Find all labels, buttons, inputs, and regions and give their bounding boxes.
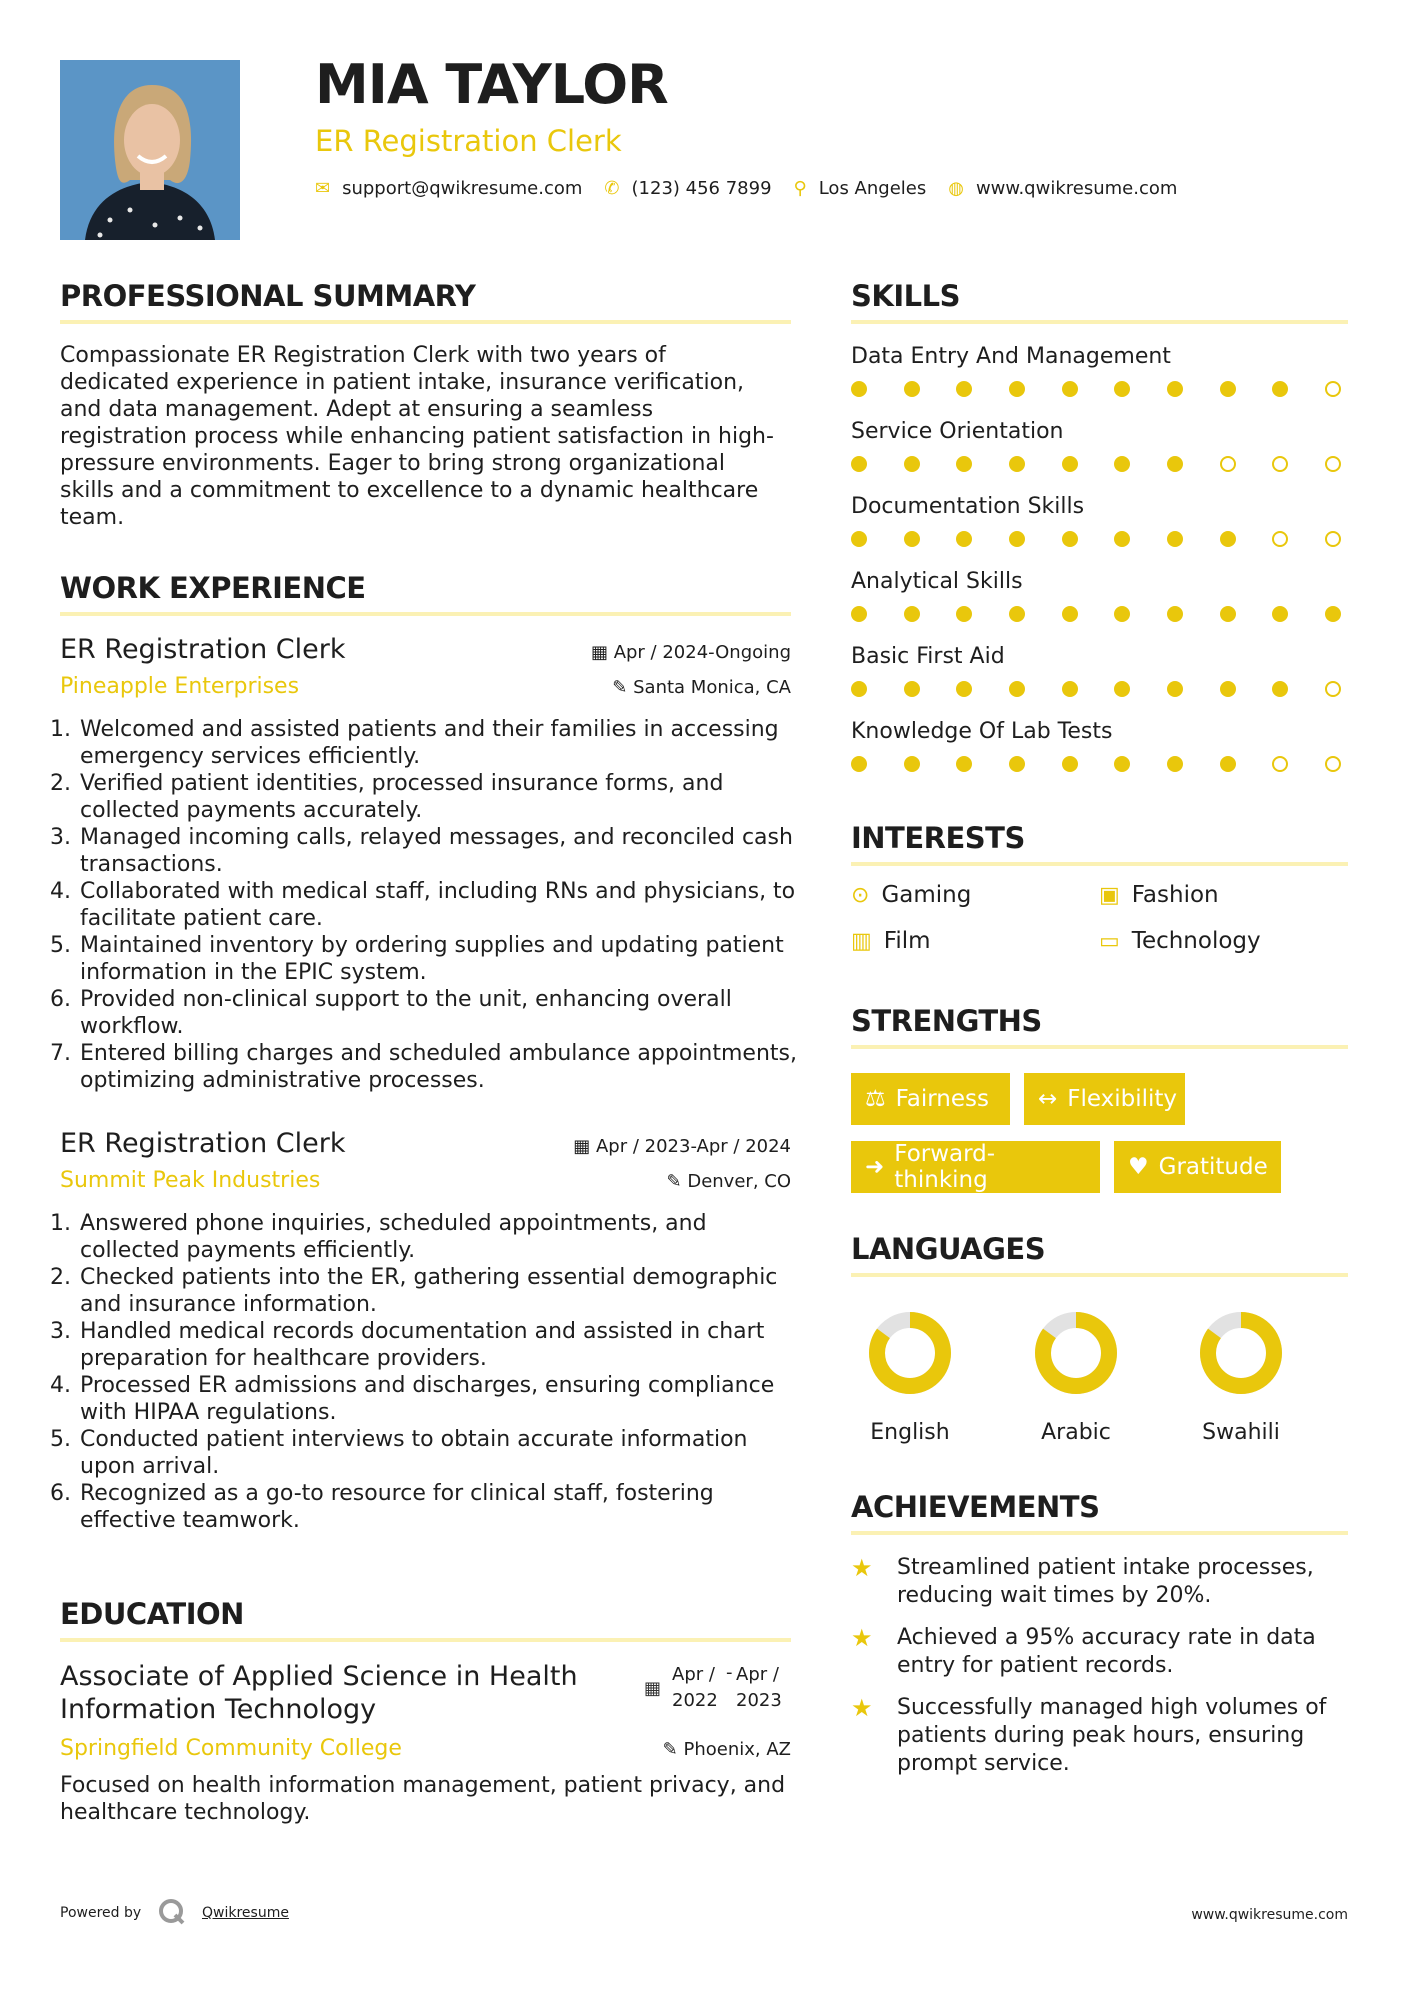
interest-item-fashion: ▣ Fashion	[1099, 882, 1219, 908]
rating-dot-filled	[1114, 531, 1130, 547]
profile-photo	[60, 60, 240, 240]
rating-dot-filled	[956, 531, 972, 547]
job-location: ✎ Santa Monica, CA	[612, 677, 791, 698]
envelope-icon: ✉	[315, 178, 331, 199]
laptop-icon: ▭	[1099, 928, 1120, 954]
calendar-icon: ▦	[644, 1678, 662, 1699]
list-item: 1. Answered phone inquiries, scheduled appointments, and collected payments efficiently.	[78, 1210, 809, 1264]
job-responsibilities	[60, 716, 809, 1094]
powered-by-label: Powered by	[60, 1905, 142, 1921]
balance-scale-icon: ⚖	[865, 1086, 886, 1112]
rating-dot-filled	[904, 681, 920, 697]
experience-heading: WORK EXPERIENCE	[60, 571, 366, 605]
rating-dot-empty	[1325, 381, 1341, 397]
rating-dot-filled	[1009, 381, 1025, 397]
job-date: ▦ Apr / 2023-Apr / 2024	[573, 1136, 791, 1157]
rating-dot-empty	[1325, 756, 1341, 772]
list-item: 4. Processed ER admissions and discharges, ensuring compliance with HIPAA regulations.	[78, 1372, 809, 1426]
interest-item-film: ▥ Film	[851, 928, 931, 954]
rating-dot-filled	[956, 381, 972, 397]
heart-icon: ♥	[1128, 1154, 1149, 1180]
gamepad-icon: ⊙	[851, 882, 870, 908]
skill-item	[851, 344, 1348, 419]
language-label: Swahili	[1202, 1420, 1280, 1445]
globe-icon: ◍	[948, 178, 964, 199]
skill-rating	[851, 456, 1341, 472]
contact-website[interactable]: www.qwikresume.com	[975, 178, 1178, 199]
school-name: Springfield Community College	[60, 1736, 402, 1761]
rating-dot-filled	[1272, 381, 1288, 397]
rating-dot-filled	[904, 756, 920, 772]
contact-phone[interactable]: (123) 456 7899	[631, 178, 772, 199]
date-separator: -	[726, 1662, 733, 1683]
rating-dot-filled	[1114, 756, 1130, 772]
rating-dot-empty	[1325, 456, 1341, 472]
language-item	[1006, 1308, 1146, 1445]
rating-dot-filled	[1009, 756, 1025, 772]
list-item: 5. Conducted patient interviews to obtain accurate information upon arrival.	[78, 1426, 809, 1480]
rating-dot-filled	[1114, 381, 1130, 397]
skills-list	[851, 344, 1348, 794]
skill-rating	[851, 756, 1341, 772]
list-item: 5. Maintained inventory by ordering supplies and updating patient information in the EPIC system.	[78, 932, 809, 986]
skill-label: Data Entry And Management	[851, 344, 1171, 369]
qwikresume-logo-icon	[158, 1898, 186, 1926]
degree-end-date: Apr / 2023	[736, 1664, 782, 1711]
rating-dot-filled	[1220, 606, 1236, 622]
rating-dot-empty	[1325, 531, 1341, 547]
rating-dot-filled	[956, 756, 972, 772]
calendar-icon: ▦	[590, 642, 608, 663]
rating-dot-filled	[904, 606, 920, 622]
language-item	[1171, 1308, 1311, 1445]
list-item: 1. Welcomed and assisted patients and their families in accessing emergency services efficiently.	[78, 716, 809, 770]
degree-start-date: Apr / 2022	[672, 1664, 718, 1711]
rating-dot-filled	[904, 456, 920, 472]
contact-bar	[315, 178, 1199, 199]
interest-item-technology: ▭ Technology	[1099, 928, 1261, 954]
language-donut	[840, 1308, 980, 1398]
rating-dot-filled	[1009, 681, 1025, 697]
language-label: Arabic	[1041, 1420, 1111, 1445]
phone-icon: ✆	[604, 178, 620, 199]
arrow-right-icon: ➜	[865, 1154, 885, 1180]
job-responsibilities	[60, 1210, 809, 1534]
list-item: 2. Verified patient identities, processed insurance forms, and collected payments accurately.	[78, 770, 809, 824]
rating-dot-filled	[1062, 756, 1078, 772]
rating-dot-empty	[1220, 456, 1236, 472]
job-location: ✎ Denver, CO	[666, 1171, 791, 1192]
star-icon: ★	[851, 1694, 873, 1722]
experience-divider	[60, 612, 791, 616]
rating-dot-filled	[1062, 381, 1078, 397]
rating-dot-filled	[956, 456, 972, 472]
achievement-item: ★ Streamlined patient intake processes, reducing wait times by 20%.	[851, 1554, 1314, 1608]
skill-item	[851, 419, 1348, 494]
skill-rating	[851, 531, 1341, 547]
brand-link[interactable]: Qwikresume	[202, 1905, 289, 1921]
star-icon: ★	[851, 1624, 873, 1652]
education-description: Focused on health information management, patient privacy, and healthcare technology.	[60, 1773, 786, 1825]
strengths-divider	[851, 1045, 1348, 1049]
rating-dot-filled	[1220, 531, 1236, 547]
rating-dot-filled	[904, 381, 920, 397]
job-company: Pineapple Enterprises	[60, 674, 300, 699]
rating-dot-filled	[904, 531, 920, 547]
rating-dot-filled	[1062, 531, 1078, 547]
rating-dot-filled	[1114, 606, 1130, 622]
contact-email[interactable]: support@qwikresume.com	[342, 178, 583, 199]
skill-label: Knowledge Of Lab Tests	[851, 719, 1113, 744]
job-date: ▦ Apr / 2024-Ongoing	[590, 642, 791, 663]
rating-dot-filled	[1220, 756, 1236, 772]
list-item: 4. Collaborated with medical staff, including RNs and physicians, to facilitate patient care.	[78, 878, 809, 932]
languages-list	[840, 1308, 1300, 1448]
skill-item	[851, 719, 1348, 794]
rating-dot-empty	[1325, 681, 1341, 697]
pin-icon: ✎	[662, 1739, 678, 1760]
strength-tag-flexibility: ↔ Flexibility	[1024, 1073, 1185, 1125]
rating-dot-filled	[1167, 381, 1183, 397]
skill-item	[851, 644, 1348, 719]
list-item: 6. Provided non-clinical support to the unit, enhancing overall workflow.	[78, 986, 809, 1040]
skills-divider	[851, 320, 1348, 324]
list-item: 3. Managed incoming calls, relayed messages, and reconciled cash transactions.	[78, 824, 809, 878]
skill-rating	[851, 381, 1341, 397]
rating-dot-filled	[1062, 606, 1078, 622]
rating-dot-empty	[1272, 456, 1288, 472]
rating-dot-filled	[1220, 381, 1236, 397]
languages-heading: LANGUAGES	[851, 1232, 1046, 1266]
calendar-icon: ▦	[573, 1136, 591, 1157]
rating-dot-filled	[1167, 681, 1183, 697]
language-donut	[1006, 1308, 1146, 1398]
star-icon: ★	[851, 1554, 873, 1582]
rating-dot-filled	[851, 531, 867, 547]
rating-dot-filled	[851, 756, 867, 772]
skill-label: Service Orientation	[851, 419, 1064, 444]
rating-dot-filled	[1220, 681, 1236, 697]
candidate-name: MIA TAYLOR	[315, 53, 668, 116]
skill-rating	[851, 606, 1341, 622]
skill-label: Documentation Skills	[851, 494, 1085, 519]
rating-dot-filled	[1325, 606, 1341, 622]
skill-label: Analytical Skills	[851, 569, 1023, 594]
skills-heading: SKILLS	[851, 279, 960, 313]
strength-tag-fairness: ⚖ Fairness	[851, 1073, 1010, 1125]
interests-divider	[851, 862, 1348, 866]
rating-dot-empty	[1272, 531, 1288, 547]
school-location: ✎ Phoenix, AZ	[662, 1739, 791, 1760]
strengths-heading: STRENGTHS	[851, 1004, 1042, 1038]
strength-tag-gratitude: ♥ Gratitude	[1114, 1141, 1281, 1193]
degree-title: Associate of Applied Science in Health Information Technology	[60, 1661, 578, 1725]
skill-label: Basic First Aid	[851, 644, 1005, 669]
rating-dot-filled	[1009, 456, 1025, 472]
summary-text: Compassionate ER Registration Clerk with two years of dedicated experience in patient intake, insurance verification, and data management. Adept at ensuring a seamless registration process while enhancing patient satisfaction in high-pressure environments. Eager to bring strong organizational skills and a commitment to excellence to a dynamic healthcare team.	[60, 343, 774, 530]
rating-dot-filled	[1167, 456, 1183, 472]
rating-dot-filled	[851, 606, 867, 622]
rating-dot-empty	[1272, 756, 1288, 772]
pin-icon: ✎	[666, 1171, 682, 1192]
rating-dot-filled	[1062, 681, 1078, 697]
achievement-item: ★ Successfully managed high volumes of patients during peak hours, ensuring prompt service.	[851, 1694, 1327, 1776]
rating-dot-filled	[1062, 456, 1078, 472]
rating-dot-filled	[1167, 756, 1183, 772]
rating-dot-filled	[851, 381, 867, 397]
list-item: 2. Checked patients into the ER, gathering essential demographic and insurance information.	[78, 1264, 809, 1318]
rating-dot-filled	[956, 681, 972, 697]
rating-dot-filled	[851, 681, 867, 697]
film-icon: ▥	[851, 928, 872, 954]
summary-divider	[60, 320, 791, 324]
rating-dot-filled	[1167, 606, 1183, 622]
shopping-bag-icon: ▣	[1099, 882, 1120, 908]
skill-item	[851, 494, 1348, 569]
pin-icon: ✎	[612, 677, 628, 698]
education-divider	[60, 1638, 791, 1642]
footer-url[interactable]: www.qwikresume.com	[1191, 1907, 1348, 1923]
contact-location: Los Angeles	[818, 178, 927, 199]
arrows-horizontal-icon: ↔	[1038, 1086, 1058, 1112]
rating-dot-filled	[1009, 606, 1025, 622]
language-donut	[1171, 1308, 1311, 1398]
language-item	[840, 1308, 980, 1445]
strength-tag-forward-thinking: ➜ Forward-thinking	[851, 1141, 1100, 1193]
candidate-role: ER Registration Clerk	[315, 124, 622, 158]
job-title: ER Registration Clerk	[60, 634, 346, 665]
rating-dot-filled	[851, 456, 867, 472]
achievements-divider	[851, 1531, 1348, 1535]
job-title: ER Registration Clerk	[60, 1128, 346, 1159]
interest-item-gaming: ⊙ Gaming	[851, 882, 972, 908]
map-pin-icon: ⚲	[793, 178, 807, 199]
achievements-heading: ACHIEVEMENTS	[851, 1490, 1100, 1524]
list-item: 3. Handled medical records documentation and assisted in chart preparation for healthcare providers.	[78, 1318, 809, 1372]
rating-dot-filled	[1114, 456, 1130, 472]
summary-heading: PROFESSIONAL SUMMARY	[60, 279, 476, 313]
rating-dot-filled	[1272, 606, 1288, 622]
languages-divider	[851, 1273, 1348, 1277]
education-heading: EDUCATION	[60, 1597, 244, 1631]
interests-heading: INTERESTS	[851, 821, 1025, 855]
list-item: 6. Recognized as a go-to resource for clinical staff, fostering effective teamwork.	[78, 1480, 809, 1534]
rating-dot-filled	[1114, 681, 1130, 697]
rating-dot-filled	[1009, 531, 1025, 547]
skill-item	[851, 569, 1348, 644]
achievement-item: ★ Achieved a 95% accuracy rate in data entry for patient records.	[851, 1624, 1316, 1678]
job-company: Summit Peak Industries	[60, 1168, 321, 1193]
rating-dot-filled	[1167, 531, 1183, 547]
skill-rating	[851, 681, 1341, 697]
language-label: English	[870, 1420, 950, 1445]
list-item: 7. Entered billing charges and scheduled ambulance appointments, optimizing administrative processes.	[78, 1040, 809, 1094]
rating-dot-filled	[1272, 681, 1288, 697]
rating-dot-filled	[956, 606, 972, 622]
